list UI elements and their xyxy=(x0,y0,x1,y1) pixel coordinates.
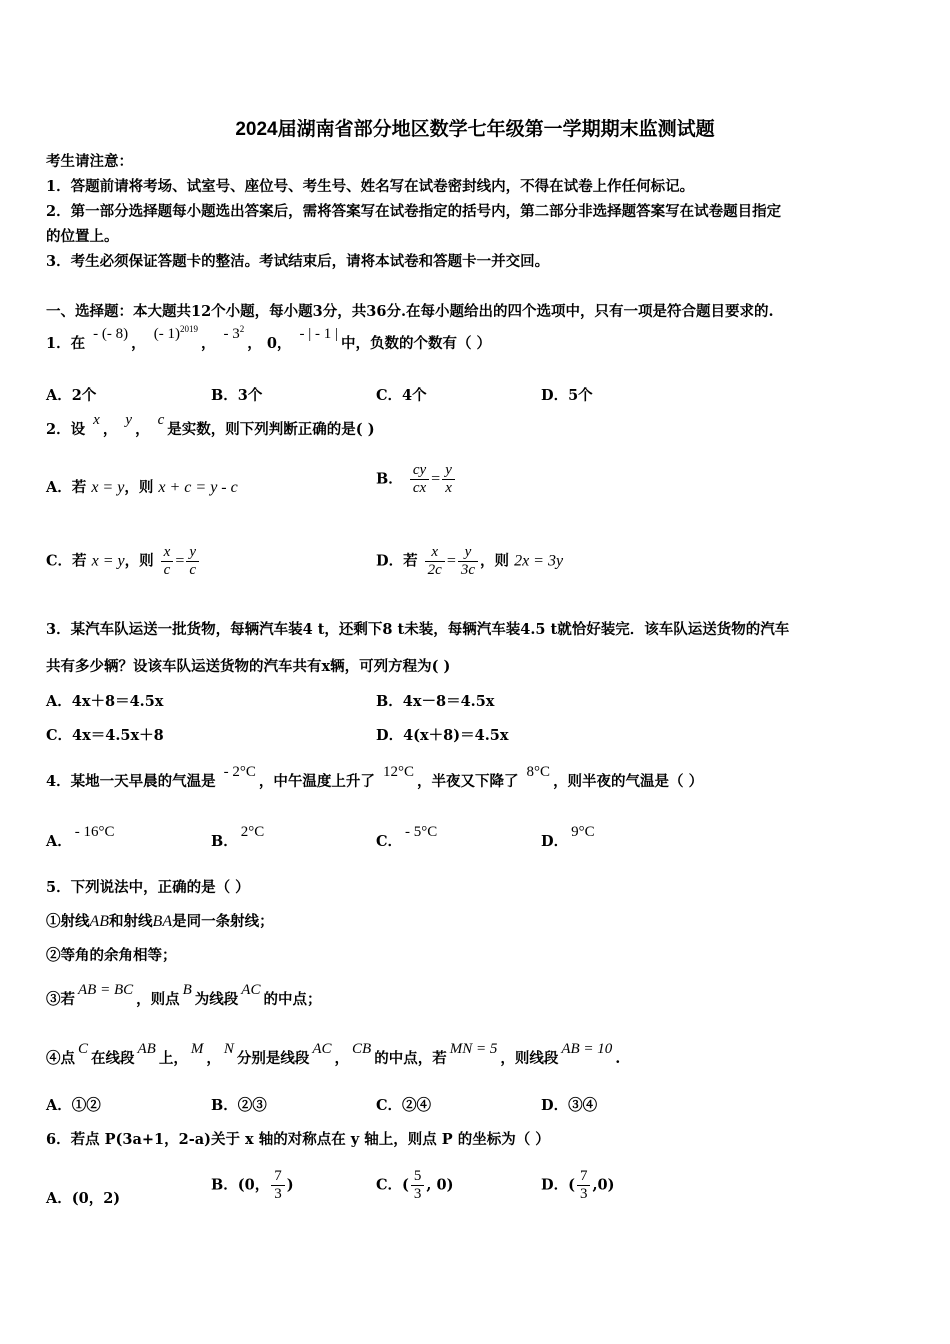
question-4 xyxy=(46,764,704,792)
option-label: B． xyxy=(211,833,238,850)
math: AC xyxy=(241,982,261,998)
text: 为线段 xyxy=(194,991,239,1008)
q3-stem-2: 共有多少辆？设该车队运送货物的汽车共有x辆，可列方程为( ) xyxy=(46,658,451,675)
math: AC xyxy=(312,1041,332,1057)
question-1 xyxy=(46,324,492,355)
q1-expr-2-base: (- 1) xyxy=(153,326,180,342)
text: D．( xyxy=(541,1176,575,1194)
q3-option-b: B．4x－8＝4.5x xyxy=(376,693,495,710)
math: AB = 10 xyxy=(561,1041,613,1057)
numerator: y xyxy=(442,462,455,480)
notice-item-1: 1．答题前请将考场、试室号、座位号、考生号、姓名写在试卷密封线内，不得在试卷上作任何标记。 xyxy=(46,178,695,195)
q2-d-label: D．若 xyxy=(376,552,418,570)
q4-mid-1: ，中午温度上升了 xyxy=(258,773,375,790)
q6-option-c xyxy=(376,1168,453,1203)
text: 是同一条射线； xyxy=(172,913,274,930)
q4-mid-2: ，半夜又下降了 xyxy=(416,773,519,790)
section-heading: 一、选择题：本大题共12个小题，每小题3分，共36分.在每小题给出的四个选项中，只有一项是符合题目要求的. xyxy=(46,303,774,320)
q1-tail: 中，负数的个数有（ ） xyxy=(340,335,492,352)
option-value: 2°C xyxy=(240,824,265,840)
q1-expr-4: 0 xyxy=(266,335,277,352)
text: 的中点； xyxy=(263,991,322,1008)
q4-stem: 4．某地一天早晨的气温是 xyxy=(46,773,216,790)
text: 分别是线段 xyxy=(236,1050,310,1067)
q2-option-a xyxy=(46,478,238,498)
equals: = xyxy=(431,470,441,488)
text: ，则点 xyxy=(136,991,180,1008)
math: MN = 5 xyxy=(449,1041,498,1057)
page-title: 2024届湖南省部分地区数学七年级第一学期期末监测试题 xyxy=(235,119,715,140)
text: ③若 xyxy=(46,991,75,1008)
q1-num: 1．在 xyxy=(46,335,86,352)
denominator: 3 xyxy=(274,1186,282,1202)
q2-option-c xyxy=(46,544,201,579)
q6-stem: 6．若点 P(3a+1，2-a)关于 x 轴的对称点在 y 轴上，则点 P 的坐标为（ ） xyxy=(46,1131,550,1148)
equals: = xyxy=(446,552,456,570)
q2-c-cond: x = y xyxy=(91,552,125,570)
q2-c-frac-2 xyxy=(186,544,199,579)
q2-d-result: 2x = 3y xyxy=(514,552,564,570)
math: AB xyxy=(89,913,110,930)
numerator: x xyxy=(425,544,445,562)
equals: = xyxy=(175,552,185,570)
math: N xyxy=(223,1041,234,1057)
text: C．( xyxy=(376,1176,409,1194)
q2-b-label: B． xyxy=(376,470,403,488)
denominator: c xyxy=(163,562,171,578)
numerator: y xyxy=(186,544,199,562)
q2-c-frac-1 xyxy=(161,544,174,579)
q2-a-result: x + c = y - c xyxy=(158,479,238,496)
notice-item-2-cont: 的位置上。 xyxy=(46,228,119,245)
q1-expr-2 xyxy=(154,326,198,342)
q3-option-a: A．4x＋8＝4.5x xyxy=(46,693,164,710)
notice-item-2: 2．第一部分选择题每小题选出答案后，需将答案写在试卷指定的括号内，第二部分非选择题答案写在试卷题目指定 xyxy=(46,203,782,220)
q5-statement-3 xyxy=(46,982,322,1010)
q1-expr-3 xyxy=(224,326,245,342)
q2-d-mid: ，则 xyxy=(480,552,510,570)
q1-expr-3-exp: 2 xyxy=(239,324,245,334)
text: 的中点，若 xyxy=(374,1050,447,1067)
q2-stem: 2．设 xyxy=(46,421,86,438)
q2-d-frac-1 xyxy=(425,544,445,579)
numerator: 7 xyxy=(577,1168,591,1186)
q1-sep: ， xyxy=(200,335,216,352)
q1-option-c: C．4个 xyxy=(376,387,427,404)
q5-option-a: A．①② xyxy=(46,1097,101,1114)
text: . xyxy=(615,1050,621,1067)
q2-var-x: x xyxy=(93,412,100,428)
q2-d-frac-2 xyxy=(458,544,478,579)
q1-option-d: D．5个 xyxy=(541,387,593,404)
q6-option-b xyxy=(211,1168,294,1203)
q2-option-b xyxy=(376,462,457,497)
denominator: 3 xyxy=(413,1186,422,1202)
option-label: A． xyxy=(46,833,72,850)
q1-expr-3-base: - 3 xyxy=(223,326,240,342)
option-label: C． xyxy=(376,833,403,850)
q2-var-y: y xyxy=(125,412,133,428)
q4-temp-morning: - 2°C xyxy=(223,764,256,780)
text: 在线段 xyxy=(91,1050,135,1067)
q2-a-cond: x = y xyxy=(91,479,125,496)
numerator: y xyxy=(458,544,478,562)
q1-expr-2-exp: 2019 xyxy=(179,324,198,334)
denominator: c xyxy=(189,562,197,578)
text: ④点 xyxy=(46,1050,75,1067)
q4-temp-drop: 8°C xyxy=(526,764,551,780)
q1-option-a: A．2个 xyxy=(46,387,97,404)
q2-b-frac-2 xyxy=(442,462,455,497)
denominator: 2c xyxy=(427,562,442,578)
numerator: 5 xyxy=(411,1168,425,1186)
fraction xyxy=(271,1168,285,1203)
q2-a-mid: ，则 xyxy=(124,479,154,496)
q2-b-frac-1 xyxy=(410,462,429,497)
option-value: 9°C xyxy=(571,824,595,840)
q3-option-d: D．4(x＋8)＝4.5x xyxy=(376,727,509,744)
q3-option-c: C．4x＝4.5x＋8 xyxy=(46,727,164,744)
q2-option-d xyxy=(376,544,563,579)
q5-statement-2: ②等角的余角相等； xyxy=(46,947,177,964)
fraction xyxy=(411,1168,425,1203)
text: ①射线 xyxy=(46,913,90,930)
math: AB = BC xyxy=(78,982,134,998)
text: B．(0， xyxy=(211,1176,270,1194)
fraction xyxy=(577,1168,591,1203)
q5-statement-4 xyxy=(46,1041,621,1069)
denominator: 3c xyxy=(460,562,476,578)
q1-expr-5: - | - 1 | xyxy=(299,326,338,342)
math: C xyxy=(78,1041,89,1057)
numerator: x xyxy=(161,544,174,562)
q5-stem: 5．下列说法中，正确的是（ ） xyxy=(46,879,250,896)
q2-c-label: C．若 xyxy=(46,552,87,570)
text: ， xyxy=(206,1050,221,1067)
text: ，则线段 xyxy=(500,1050,559,1067)
q6-option-d xyxy=(541,1168,614,1203)
option-label: D． xyxy=(541,833,569,850)
q2-a-label: A．若 xyxy=(46,479,87,496)
option-value: - 5°C xyxy=(405,824,438,840)
text: ,0) xyxy=(592,1176,615,1194)
notice-item-3: 3．考生必须保证答题卡的整洁。考试结束后，请将本试卷和答题卡一并交回。 xyxy=(46,253,550,270)
q4-option-a xyxy=(46,824,118,852)
q1-option-b: B．3个 xyxy=(211,387,263,404)
numerator: 7 xyxy=(271,1168,285,1186)
denominator: x xyxy=(445,480,452,496)
q5-option-b: B．②③ xyxy=(211,1097,267,1114)
q3-stem-1: 3．某汽车队运送一批货物，每辆汽车装4 t，还剩下8 t未装，每辆汽车装4.5 t就恰好装完．该车队运送货物的汽车 xyxy=(46,621,790,638)
q4-option-b xyxy=(211,824,267,852)
q4-tail: ，则半夜的气温是（ ） xyxy=(553,773,704,790)
math: M xyxy=(190,1041,204,1057)
q1-expr-1: - (- 8) xyxy=(93,326,129,342)
q1-sep: ， xyxy=(247,335,262,352)
math: B xyxy=(182,982,192,998)
q1-sep: ， xyxy=(276,335,292,352)
q1-sep: ， xyxy=(131,335,146,352)
q4-option-d xyxy=(541,824,598,852)
text: 上， xyxy=(158,1050,188,1067)
q4-option-c xyxy=(376,824,440,852)
text: , 0) xyxy=(426,1176,454,1194)
text: 和射线 xyxy=(109,913,153,930)
q2-tail: 是实数，则下列判断正确的是( ) xyxy=(167,421,375,438)
notice-heading: 考生请注意： xyxy=(46,153,133,170)
math: CB xyxy=(352,1041,372,1057)
q4-temp-rise: 12°C xyxy=(382,764,414,780)
q5-option-c: C．②④ xyxy=(376,1097,432,1114)
q2-c-mid: ，则 xyxy=(124,552,154,570)
q5-option-d: D．③④ xyxy=(541,1097,598,1114)
q6-option-a: A．(0，2) xyxy=(46,1190,121,1207)
math: BA xyxy=(152,913,173,930)
text: ) xyxy=(286,1176,294,1194)
text: ， xyxy=(334,1050,350,1067)
option-value: - 16°C xyxy=(74,824,115,840)
denominator: cx xyxy=(412,480,427,496)
q2-var-c: c xyxy=(157,412,165,428)
q5-statement-1 xyxy=(46,912,274,932)
numerator: cy xyxy=(410,462,429,480)
question-2: 2．设 x， y， c是实数，则下列判断正确的是( ) xyxy=(46,412,375,438)
math: AB xyxy=(137,1041,156,1057)
denominator: 3 xyxy=(579,1186,588,1202)
